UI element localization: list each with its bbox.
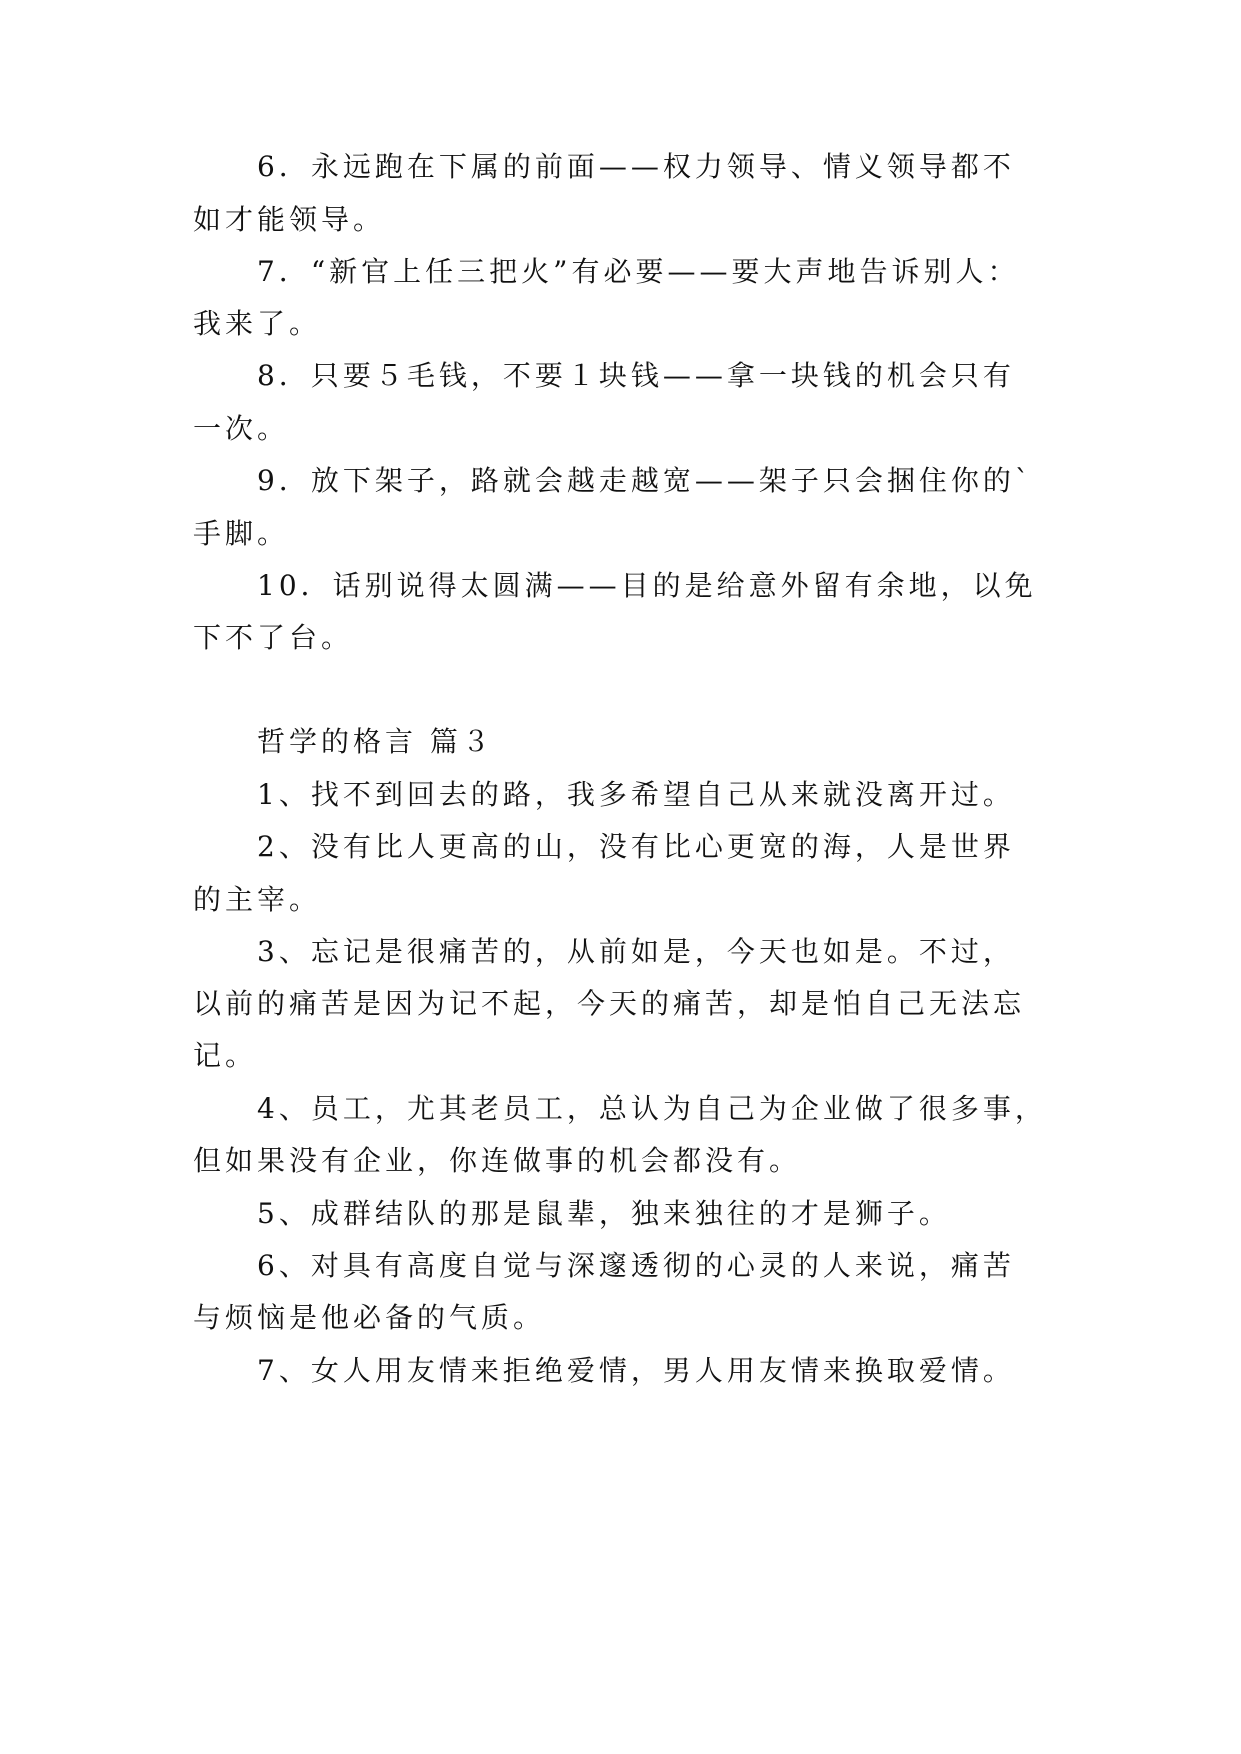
- s3-item-6-line-1: 6、对具有高度自觉与深邃透彻的心灵的人来说，痛苦: [257, 1249, 1015, 1282]
- s3-item-3-line-1: 3、忘记是很痛苦的，从前如是，今天也如是。不过，: [257, 935, 1015, 968]
- item-9-line-1: 9．放下架子，路就会越走越宽——架子只会捆住你的`: [257, 464, 1033, 497]
- s3-item-7-line-1: 7、女人用友情来拒绝爱情，男人用友情来换取爱情。: [257, 1354, 1015, 1387]
- s3-item-2-line-2: 的主宰。: [193, 883, 322, 916]
- s3-item-3-line-3: 记。: [193, 1039, 258, 1072]
- section-heading: 哲学的格言 篇３: [257, 725, 494, 758]
- item-8-line-1: 8．只要５毛钱，不要１块钱——拿一块钱的机会只有: [257, 359, 1015, 392]
- item-9-line-2: 手脚。: [193, 517, 290, 550]
- item-6-line-1: 6．永远跑在下属的前面——权力领导、情义领导都不: [257, 150, 1015, 183]
- item-7-line-1: 7．“新官上任三把火”有必要——要大声地告诉别人：: [257, 255, 1020, 288]
- item-10-line-2: 下不了台。: [193, 621, 354, 654]
- s3-item-4-line-1: 4、员工，尤其老员工，总认为自己为企业做了很多事，: [257, 1092, 1047, 1125]
- item-6-line-2: 如才能领导。: [193, 203, 386, 236]
- s3-item-1-line-1: 1、找不到回去的路，我多希望自己从来就没离开过。: [257, 778, 1015, 811]
- item-10-line-1: 10．话别说得太圆满——目的是给意外留有余地，以免: [257, 569, 1037, 602]
- s3-item-2-line-1: 2、没有比人更高的山，没有比心更宽的海，人是世界: [257, 830, 1015, 863]
- s3-item-3-line-2: 以前的痛苦是因为记不起，今天的痛苦，却是怕自己无法忘: [193, 987, 1026, 1020]
- s3-item-5-line-1: 5、成群结队的那是鼠辈，独来独往的才是狮子。: [257, 1197, 951, 1230]
- s3-item-6-line-2: 与烦恼是他必备的气质。: [193, 1301, 546, 1334]
- item-7-line-2: 我来了。: [193, 307, 322, 340]
- item-8-line-2: 一次。: [193, 412, 290, 445]
- s3-item-4-line-2: 但如果没有企业，你连做事的机会都没有。: [193, 1144, 802, 1177]
